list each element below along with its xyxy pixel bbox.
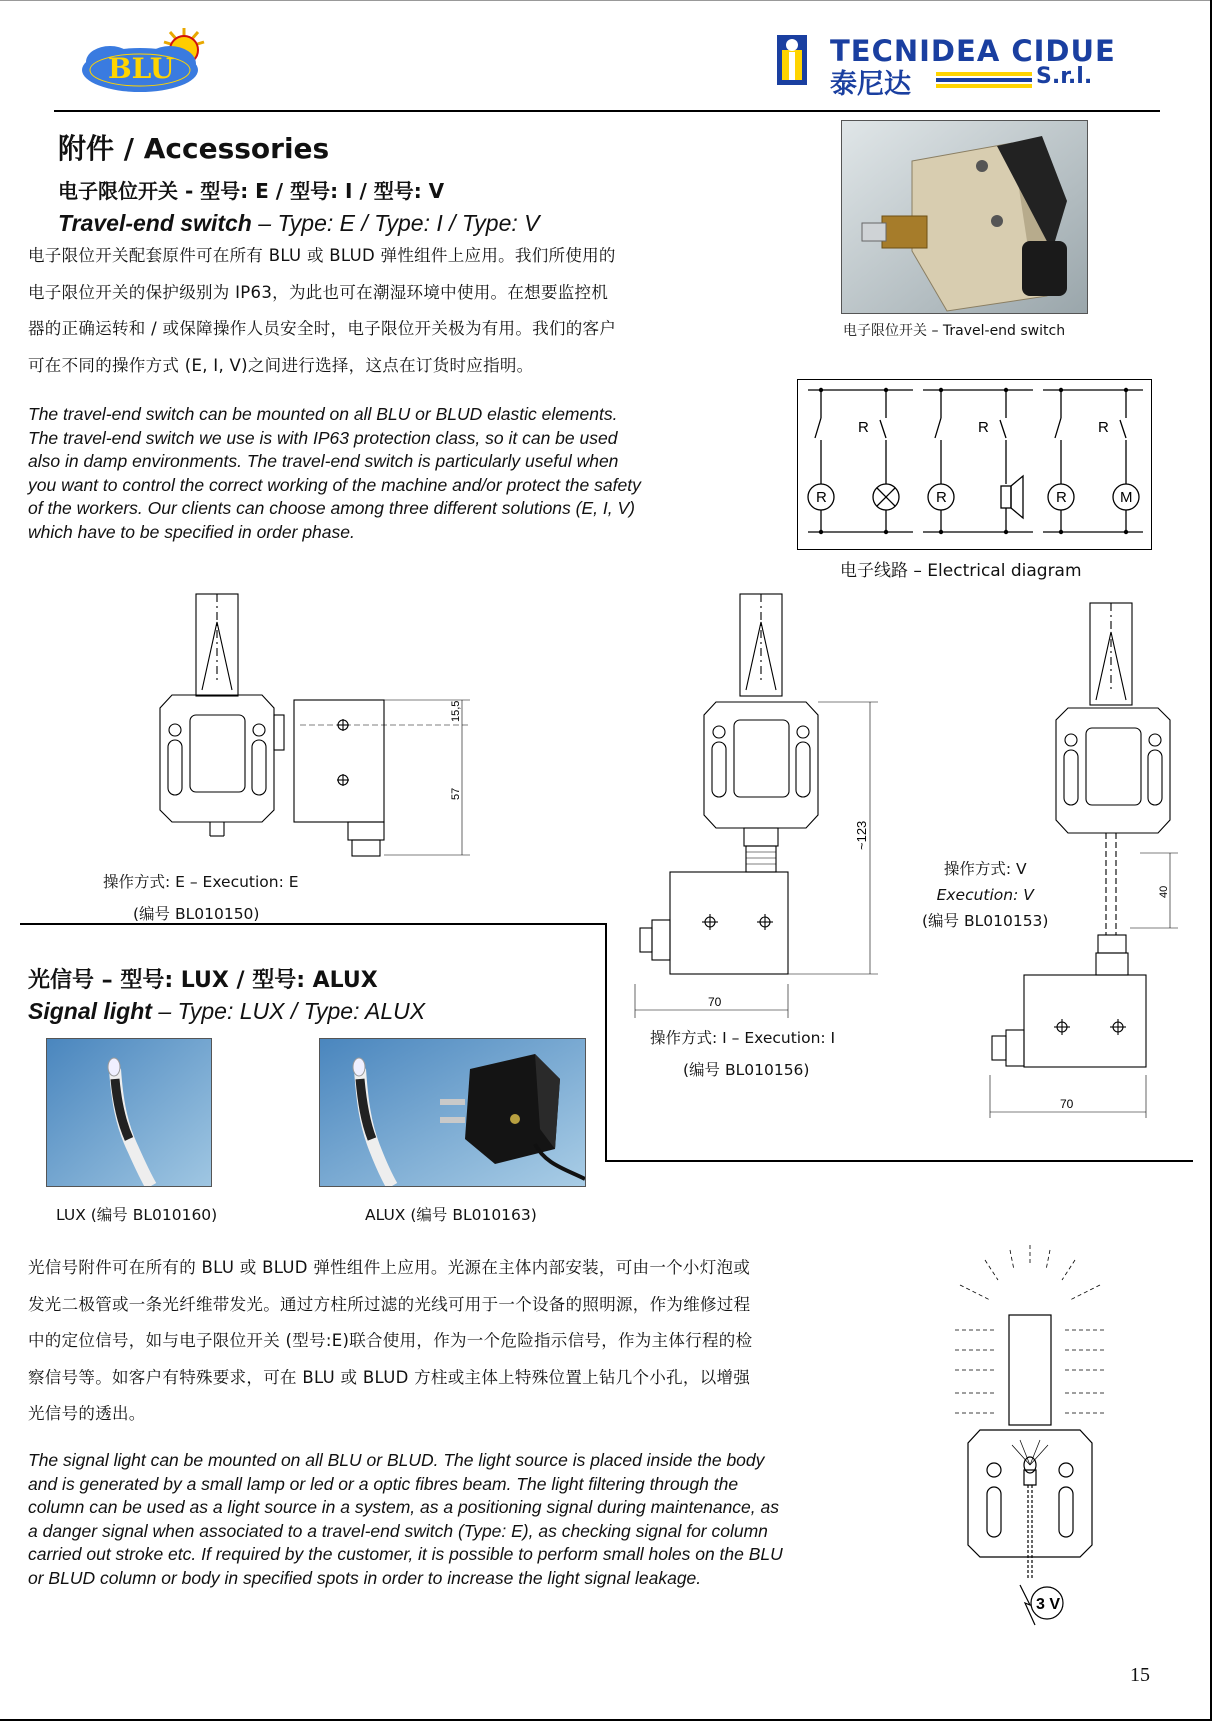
cn-line: 器的正确运转和 / 或保障操作人员安全时，电子限位开关极为有用。我们的客户 [28,319,617,338]
signal-title-en-bold: Signal light [28,998,152,1024]
signal-title-cn: 光信号 – 型号: LUX / 型号: ALUX [28,968,378,993]
header-rule [54,110,1160,112]
signal-description-en [28,1449,928,1590]
en-line: you want to control the correct working of the machine and/or protect the safety [28,474,641,495]
electrical-diagram-caption-text: 电子线路 – Electrical diagram [840,561,1082,581]
company-stripes [936,72,1032,88]
dim-label: 40 [1158,885,1170,898]
tecnidea-logo [776,34,1156,100]
switch-photo-caption: 电子限位开关 – Travel-end switch [843,323,1066,336]
en-line: The travel-end switch we use is with IP63 protection class, so it can be used [28,427,618,448]
lux-caption-text: LUX (编号 BL010160) [56,1206,218,1224]
en-line: The travel-end switch can be mounted on all BLU or BLUD elastic elements. [28,404,618,424]
dim-label: 57 [450,787,462,800]
diagram-label: M [1120,489,1133,506]
en-line: of the workers. Our clients can choose among three different solutions (E, I, V) [28,498,635,518]
diagram-label: R [1056,489,1067,506]
diagram-label: R [858,419,869,436]
exec-e-label: 操作方式: E – Execution: E [103,873,299,891]
exec-v-code: (编号 BL010153) [922,912,1049,930]
dim-label: 15,5 [450,700,462,722]
cn-line: 发光二极管或一条光纤维带发光。通过方柱所过滤的光线可用于一个设备的照明源，作为维修过程 [28,1294,751,1314]
alux-photo [319,1038,586,1187]
cn-line: 可在不同的操作方式 (E, I, V)之间进行选择，这点在订货时应指明。 [28,355,534,375]
exec-i-code: (编号 BL010156) [683,1061,810,1079]
dim-label: ~123 [854,820,869,850]
exec-i-caption [650,1022,835,1086]
switch-description-cn [28,238,768,384]
page-title: 附件 / Accessories [58,132,330,165]
voltage-label: 3 V [1036,1596,1061,1613]
alux-caption-text: ALUX (编号 BL010163) [365,1206,537,1224]
company-name: TECNIDEA CIDUE [830,34,1116,68]
en-line: carried out stroke etc. If required by the customer, it is possible to perform small holes on the BLU [28,1544,783,1564]
cn-line: 光信号附件可在所有的 BLU 或 BLUD 弹性组件上应用。光源在主体内部安装，可由一个小灯泡或 [28,1258,751,1277]
cn-line: 电子限位开关配套原件可在所有 BLU 或 BLUD 弹性组件上应用。我们所使用的 [28,246,616,265]
signal-title-en-rest: – Type: LUX / Type: ALUX [151,998,426,1024]
exec-v-caption [922,856,1048,934]
dim-label: 70 [1060,1097,1074,1111]
travel-end-switch-photo [841,120,1088,314]
switch-subtitle-cn: 电子限位开关 - 型号: E / 型号: I / 型号: V [58,179,445,203]
diagram-label: R [816,489,827,506]
dim-label: 70 [708,995,722,1009]
section-divider [20,923,606,925]
page-number: 15 [1130,1664,1150,1686]
switch-description-en [28,403,788,544]
cn-line: 光信号的透出。 [28,1404,146,1423]
cn-line: 中的定位信号，如与电子限位开关 (型号:E)联合使用，作为一个危险指示信号，作为主体行程的检 [28,1331,753,1350]
diagram-label: R [978,419,989,436]
en-line: column can be used as a light source in a system, as a positioning signal during maintenance, as [28,1497,779,1517]
company-name-cn: 泰尼达 [830,69,911,100]
signal-light-drawing [950,1245,1110,1630]
exec-v-label: 操作方式: V [943,860,1027,878]
switch-subtitle-en-bold: Travel-end switch [58,210,252,236]
switch-subtitle-en [58,210,539,237]
lux-photo [46,1038,212,1187]
blu-logo-text: BLU [108,52,175,85]
company-suffix: S.r.l. [1036,64,1093,89]
diagram-label: R [1098,419,1109,436]
en-line: and is generated by a small lamp or led or a optic fibres beam. The light filtering through the [28,1473,739,1494]
exec-e-code: (编号 BL010150) [133,905,260,923]
cn-line: 电子限位开关的保护级别为 IP63，为此也可在潮湿环境中使用。在想要监控机 [28,282,609,302]
electrical-diagram-caption [840,556,1082,581]
tecnidea-emblem-icon [776,34,808,86]
en-line: The signal light can be mounted on all BLU or BLUD. The light source is placed inside the body [28,1450,765,1470]
electrical-diagram [797,379,1152,550]
signal-title-en [28,998,425,1025]
en-line: a danger signal when associated to a travel-end switch (Type: E), as checking signal for column [28,1520,768,1541]
exec-e-caption [103,866,299,930]
exec-v-label-en: Execution: V [936,886,1034,904]
cn-line: 察信号等。如客户有特殊要求，可在 BLU 或 BLUD 方柱或主体上特殊位置上钻几个小孔，以增强 [28,1367,751,1387]
en-line: or BLUD column or body in specified spots in order to increase the light signal leakage. [28,1567,702,1588]
diagram-label: R [936,489,947,506]
lux-caption [56,1203,217,1225]
blu-logo [80,20,220,95]
section-divider [605,923,607,1161]
alux-caption [365,1203,537,1225]
en-line: also in damp environments. The travel-end switch is particularly useful when [28,451,619,471]
switch-subtitle-en-rest: – Type: E / Type: I / Type: V [251,210,540,236]
signal-description-cn [28,1250,928,1433]
en-line: which have to be specified in order phase. [28,521,355,542]
section-divider [605,1160,1193,1162]
exec-i-label: 操作方式: I – Execution: I [650,1029,836,1047]
